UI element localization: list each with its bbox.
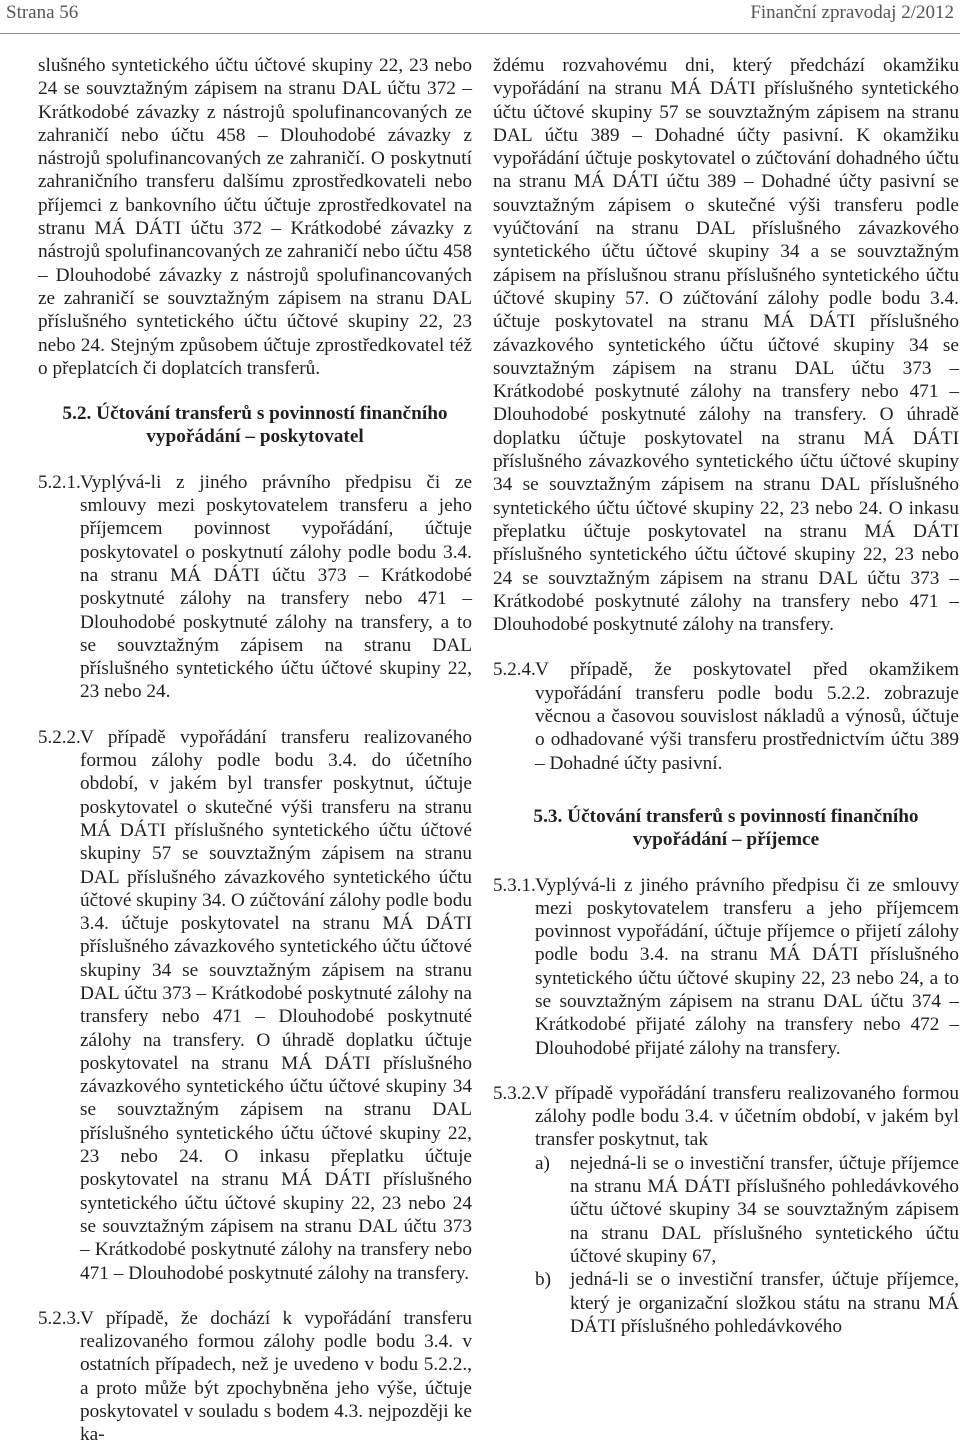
section-heading-5-2: 5.2. Účtování transferů s povinností finančního vypořádání – poskytovatel: [62, 403, 448, 448]
page-number: Strana 56: [6, 2, 79, 23]
item-5-2-3: [38, 1307, 472, 1447]
item-text: V případě, že poskytovatel před okamžikem vypořádání transferu podle bodu 5.2.2. zobrazuje věcnou a časovou souvislost nákladů a výnosů, účtuje o odhadované výši transferu prostřednictvím účtu 389 – Dohadné účty pasivní.: [535, 659, 959, 774]
right-column: [493, 54, 959, 1338]
item-5-3-1: [493, 874, 959, 1060]
subitem-b: [535, 1268, 959, 1338]
item-5-3-2: [493, 1082, 959, 1338]
page-header: [0, 0, 960, 34]
subitem-text: nejedná-li se o investiční transfer, účtuje příjemce na stranu MÁ DÁTI příslušného pohledávkového účtu účtové skupiny 34 se souvztažným zápisem na stranu DAL příslušného syntetického účtu účtové skupiny 67,: [570, 1152, 959, 1267]
intro-paragraph: slušného syntetického účtu účtové skupiny 22, 23 nebo 24 se souvztažným zápisem na stranu DAL účtu 372 – Krátkodobé závazky z nástrojů spolufinancovaných ze zahraničí nebo účtu 458 – Dlouhodobé závazky z nástrojů spolufinancovaných ze zahraničí. O poskytnutí zahraničního transferu dalšímu zprostředkovateli nebo příjemci z bankovního účtu účtuje zprostředkovatel na stranu MÁ DÁTI účtu 372 – Krátkodobé závazky z nástrojů spolufinancovaných ze zahraničí nebo účtu 458 – Dlouhodobé závazky z nástrojů spolufinancovaných ze zahraničí se souvztažným zápisem na stranu DAL příslušného syntetického účtu účtové skupiny 22, 23 nebo 24. Stejným způsobem účtuje zprostředkovatel též o přeplatcích či doplatcích transferů.: [38, 55, 472, 379]
item-body: [535, 1082, 959, 1338]
subitem-label: a): [535, 1152, 550, 1174]
item-5-2-4: [493, 658, 959, 774]
item-text: Vyplývá-li z jiného právního předpisu či ze smlouvy mezi poskytovatelem transferu a jeho příjemcem povinnost vypořádání, účtuje příjemce o přijetí zálohy podle bodu 3.4. na stranu MÁ DÁTI příslušného syntetického účtu účtové skupiny 22, 23 nebo 24, a to se souvztažným zápisem na stranu DAL účtu 374 – Krátkodobé přijaté zálohy na transfery nebo 472 – Dlouhodobé přijaté zálohy na transfery.: [535, 874, 959, 1059]
item-number: 5.2.3.: [38, 1307, 81, 1329]
continuation-paragraph: ždému rozvahovému dni, který předchází okamžiku vypořádání na stranu MÁ DÁTI příslušného syntetického účtu účtové skupiny 57 se souvztažným zápisem na stranu DAL účtu 389 – Dohadné účty pasivní. K okamžiku vypořádání účtuje poskytovatel o zúčtování dohadného účtu na stranu MÁ DÁTI účtu 389 – Dohadné účty pasivní se souvztažným zápisem o skutečné výši transferu podle vyúčtování na stranu DAL příslušného závazkového syntetického účtu účtové skupiny 34 a se souvztažným zápisem na příslušnou stranu příslušného syntetického účtu účtové skupiny 57. O zúčtování zálohy podle bodu 3.4. účtuje poskytovatel na stranu MÁ DÁTI příslušného závazkového syntetického účtu účtové skupiny 34 se souvztažným zápisem na stranu DAL účtu 373 – Krátkodobé poskytnuté zálohy na transfery nebo 471 – Dlouhodobé poskytnuté zálohy na transfery. O úhradě doplatku účtuje poskytovatel na stranu MÁ DÁTI příslušného závazkového syntetického účtu účtové skupiny 34 se souvztažným zápisem na stranu DAL příslušného syntetického účtu účtové skupiny 22, 23 nebo 24. O inkasu přeplatku účtuje poskytovatel na stranu MÁ DÁTI příslušného syntetického účtu účtové skupiny 22, 23 nebo 24 se souvztažným zápisem na stranu DAL účtu 373 – Krátkodobé poskytnuté zálohy na transfery nebo 471 – Dlouhodobé poskytnuté zálohy na transfery.: [493, 55, 959, 636]
left-column: [38, 54, 472, 1447]
item-number: 5.3.1.: [493, 874, 536, 896]
item-number: 5.2.1.: [38, 471, 81, 493]
item-text: V případě, že dochází k vypořádání transferu realizovaného formou zálohy podle bodu 3.4. v ostatních případech, než je uvedeno v bodu 5.2.2., a proto může být zpochybněna jeho výše, účtuje poskytovatel v souladu s bodem 4.3. nejpozději ke ka-: [80, 1307, 472, 1446]
subitem-label: b): [535, 1269, 552, 1291]
item-number: 5.2.4.: [493, 659, 536, 681]
item-5-2-2: [38, 726, 472, 1285]
item-text: V případě vypořádání transferu realizovaného formou zálohy podle bodu 3.4. do účetního období, v jakém byl transfer poskytnut, účtuje poskytovatel o skutečné výši transferu na stranu MÁ DÁTI příslušného syntetického účtu účtové skupiny 57 se souvztažným zápisem na stranu DAL příslušného závazkového syntetického účtu účtové skupiny 34. O zúčtování zálohy podle bodu 3.4. účtuje poskytovatel na stranu MÁ DÁTI příslušného závazkového syntetického účtu účtové skupiny 34 se souvztažným zápisem na stranu DAL účtu 373 – Krátkodobé poskytnuté zálohy na transfery nebo 471 – Dlouhodobé poskytnuté zálohy na transfery. O úhradě doplatku účtuje poskytovatel na stranu MÁ DÁTI příslušného závazkového syntetického účtu účtové skupiny 34 se souvztažným zápisem na stranu DAL příslušného syntetického účtu účtové skupiny 22, 23 nebo 24. O inkasu přeplatku účtuje poskytovatel na stranu MÁ DÁTI příslušného syntetického účtu účtové skupiny 22, 23 nebo 24 se souvztažným zápisem na stranu DAL účtu 373 – Krátkodobé poskytnuté zálohy na transfery nebo 471 – Dlouhodobé poskytnuté zálohy na transfery.: [80, 726, 472, 1284]
section-heading-5-3: 5.3. Účtování transferů s povinností finančního vypořádání – příjemce: [533, 805, 919, 851]
subitem-a: [535, 1152, 959, 1268]
item-number: 5.2.2.: [38, 726, 81, 748]
subitem-text: jedná-li se o investiční transfer, účtuje příjemce, který je organizační složkou státu na stranu MÁ DÁTI příslušného pohledávkového: [570, 1269, 959, 1337]
publication-title: Finanční zpravodaj 2/2012: [750, 2, 954, 23]
item-text: Vyplývá-li z jiného právního předpisu či ze smlouvy mezi poskytovatelem transferu a jeho příjemcem povinnost vypořádání, účtuje poskytovatel o poskytnutí zálohy podle bodu 3.4. na stranu MÁ DÁTI účtu 373 – Krátkodobé poskytnuté zálohy na transfery nebo 471 – Dlouhodobé poskytnuté zálohy na transfery, a to se souvztažným zápisem na stranu DAL příslušného syntetického účtu účtové skupiny 22, 23 nebo 24.: [80, 471, 472, 703]
item-text: V případě vypořádání transferu realizovaného formou zálohy podle bodu 3.4. v účetním období, v jakém byl transfer poskytnut, tak: [535, 1082, 959, 1151]
item-number: 5.3.2.: [493, 1082, 536, 1104]
item-5-2-1: [38, 471, 472, 704]
